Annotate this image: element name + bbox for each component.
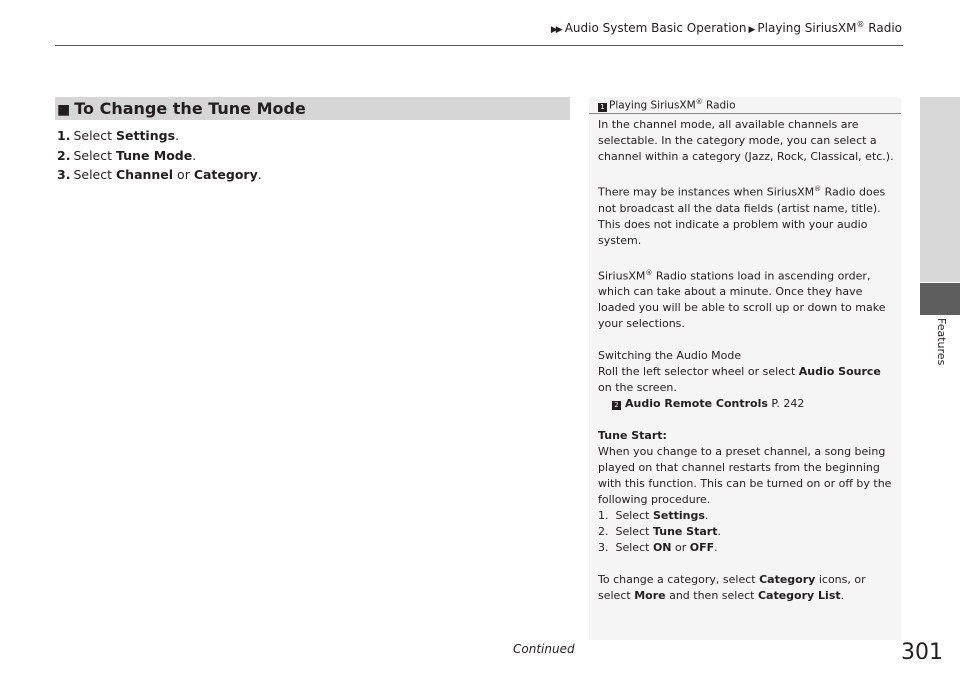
sidebar-paragraph-category [598, 572, 898, 604]
double-arrow-icon: ▶▶ [550, 25, 561, 35]
sidebar-body [598, 117, 898, 620]
text: Select [615, 509, 653, 523]
ts-step [598, 525, 721, 538]
step-bold: Tune Mode [116, 147, 193, 163]
step-number: 3. [57, 167, 71, 182]
sidebar-paragraph-switching [598, 348, 898, 412]
tune-start-heading: Tune Start: [598, 429, 667, 443]
text: Select [615, 541, 653, 555]
step-text: Select [73, 147, 116, 163]
step-number: 2. [57, 147, 71, 163]
reference-arrow-icon: 2 [612, 401, 621, 410]
text: Radio does not broadcast all the data fields (artist name, title). This does not indicate a problem with your audio system. [598, 185, 886, 247]
text: Radio stations load in ascending order, which can take about a minute. Once they have loaded you will be able to scroll up or down to make your selections. [598, 269, 886, 331]
registered-mark: ® [814, 185, 822, 193]
section-title: To Change the Tune Mode [74, 99, 306, 118]
header-rule [55, 45, 903, 46]
step-number: 2. [598, 525, 609, 539]
step-item [57, 146, 262, 166]
note-marker-icon: 1 [598, 103, 607, 112]
breadcrumb-part2-suffix: Radio [864, 21, 902, 35]
text: . [717, 525, 721, 539]
steps-list [57, 126, 262, 185]
text-bold: ON [652, 541, 672, 555]
step-number: 1. [598, 509, 609, 523]
text: . [714, 541, 718, 555]
text: When you change to a preset channel, a song being played on that channel restarts from the beginning with this function. This can be turned on or off by the following procedure. [598, 445, 892, 507]
text: Select [615, 525, 653, 539]
sidebar-title [598, 98, 736, 112]
step-text: . [175, 128, 179, 143]
sidebar-title-text: Playing SiriusXM [609, 99, 696, 112]
breadcrumb-part1: Audio System Basic Operation [564, 21, 747, 35]
step-item [57, 126, 262, 146]
text-bold: Audio Source [798, 365, 881, 379]
registered-mark: ® [695, 98, 703, 106]
step-text: . [257, 167, 262, 182]
text-bold: Category List [757, 589, 841, 603]
step-number: 3. [598, 541, 609, 555]
text-bold: Category [759, 573, 816, 587]
sidebar-title-suffix: Radio [702, 99, 736, 112]
sidebar-paragraph [598, 181, 898, 249]
sidebar-paragraph: In the channel mode, all available channels are selectable. In the category mode, you can select a channel within a category (Jazz, Rock, Classical, etc.). [598, 118, 894, 163]
chapter-tab-label: Features [935, 318, 948, 366]
text: and then select [665, 589, 758, 603]
sidebar-paragraph [598, 265, 898, 333]
xref-title: Audio Remote Controls [625, 397, 768, 411]
text: or [671, 541, 690, 555]
text-bold: OFF [689, 541, 715, 555]
text: . [704, 509, 709, 523]
text: To change a category, select [598, 573, 760, 587]
arrow-icon: ▶ [748, 25, 756, 35]
text-bold: Settings [652, 509, 705, 523]
text: SiriusXM [598, 269, 646, 283]
switch-heading: Switching the Audio Mode [598, 349, 742, 363]
continued-label: Continued [513, 642, 575, 656]
text: There may be instances when SiriusXM [598, 185, 815, 199]
step-text: or [173, 167, 194, 182]
cross-reference[interactable] [598, 397, 804, 410]
section-heading [55, 97, 570, 120]
step-text: Select [73, 128, 116, 143]
sidebar-paragraph-tune-start [598, 428, 898, 556]
breadcrumb [551, 20, 902, 35]
ts-step [598, 541, 718, 554]
text: Roll the left selector wheel or select [598, 365, 799, 379]
sidebar-rule [589, 113, 901, 114]
step-item [57, 165, 262, 185]
text: on the screen. [598, 381, 677, 395]
step-text: Select [73, 167, 116, 182]
text-bold: Tune Start [652, 525, 718, 539]
registered-mark: ® [645, 268, 653, 277]
chapter-tab-active [920, 283, 960, 315]
chapter-tab-light [920, 97, 960, 282]
step-bold: Category [193, 167, 258, 182]
step-number: 1. [57, 128, 71, 143]
page-number: 301 [901, 640, 943, 665]
ts-step [598, 509, 708, 522]
text-bold: More [634, 589, 666, 603]
registered-mark: ® [856, 20, 865, 29]
step-bold: Settings [116, 128, 176, 143]
text: . [840, 589, 845, 603]
text: icons, or select [598, 573, 866, 603]
breadcrumb-part2: Playing SiriusXM [757, 21, 857, 35]
xref-page: P. 242 [767, 397, 805, 411]
step-bold: Channel [116, 167, 174, 182]
step-text: . [192, 147, 197, 163]
square-bullet-icon: ■ [57, 102, 71, 118]
